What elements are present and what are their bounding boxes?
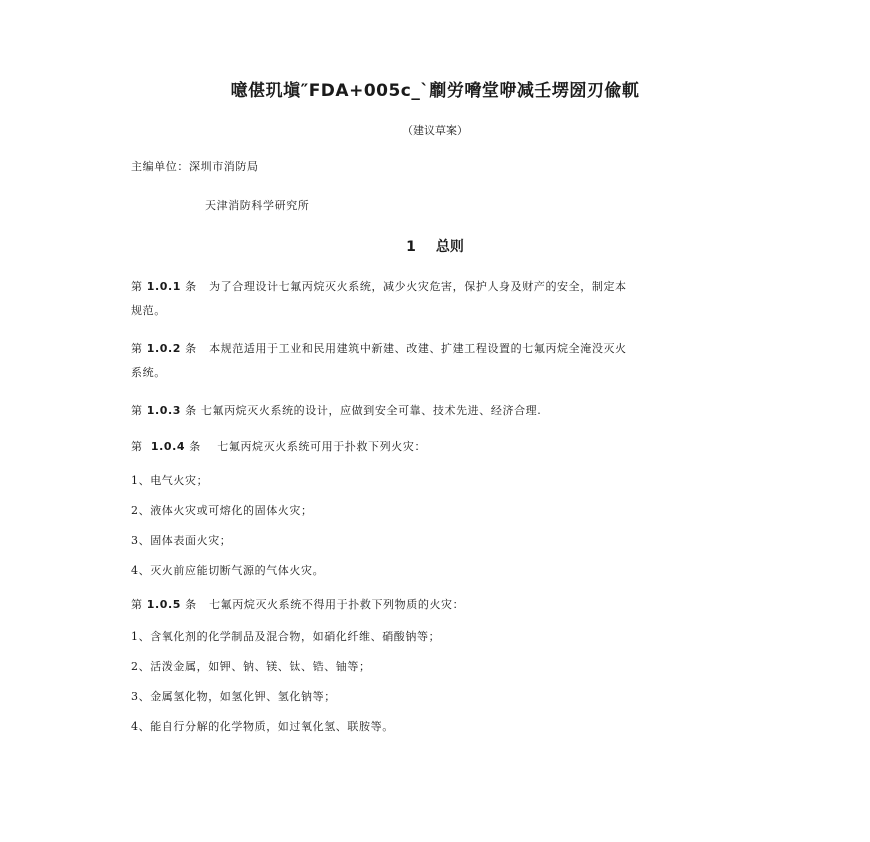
document-subtitle: （建议草案） bbox=[402, 124, 468, 137]
list-item: 1、含氧化剂的化学制品及混合物，如硝化纤维、硝酸钠等； bbox=[131, 630, 441, 643]
article-suffix: 条 bbox=[189, 440, 201, 453]
article-text: 七氟丙烷灭火系统可用于扑救下列火灾： bbox=[217, 440, 427, 453]
article-1-0-2-line-1 bbox=[131, 340, 627, 356]
article-1-0-4 bbox=[131, 438, 426, 454]
article-suffix: 条 bbox=[185, 598, 197, 611]
list-item: 3、固体表面火灾； bbox=[131, 534, 232, 547]
list-item: 1、电气火灾； bbox=[131, 474, 209, 487]
list-item: 3、金属氢化物，如氢化钾、氢化钠等； bbox=[131, 690, 336, 703]
article-prefix: 第 bbox=[131, 342, 143, 355]
list-item: 4、灭火前应能切断气源的气体火灾。 bbox=[131, 564, 325, 577]
article-number: 1.0.4 bbox=[150, 440, 186, 453]
editor-unit: 主编单位：深圳市消防局 bbox=[131, 160, 259, 173]
document-title: 噫偡玑塡″FDA+005c_ˋ劘労嗋堂咿减壬塄圀刃偸軏 bbox=[230, 81, 640, 101]
article-1-0-2-line-2: 系统。 bbox=[131, 366, 166, 379]
article-suffix: 条 bbox=[185, 280, 197, 293]
article-suffix: 条 bbox=[185, 404, 197, 417]
article-number: 1.0.2 bbox=[146, 342, 182, 355]
article-number: 1.0.5 bbox=[146, 598, 182, 611]
article-number: 1.0.3 bbox=[146, 404, 182, 417]
article-prefix: 第 bbox=[131, 280, 143, 293]
article-text: 本规范适用于工业和民用建筑中新建、改建、扩建工程设置的七氟丙烷全淹没灭火 bbox=[209, 342, 627, 355]
article-prefix: 第 bbox=[131, 440, 143, 453]
article-suffix: 条 bbox=[185, 342, 197, 355]
article-text: 为了合理设计七氟丙烷灭火系统，减少火灾危害，保护人身及财产的安全，制定本 bbox=[209, 280, 627, 293]
section-heading bbox=[0, 236, 870, 256]
list-item: 2、活泼金属，如钾、钠、镁、钛、锆、铀等； bbox=[131, 660, 371, 673]
article-number: 1.0.1 bbox=[146, 280, 182, 293]
section-number: 1 bbox=[406, 239, 416, 255]
article-1-0-5 bbox=[131, 596, 464, 612]
list-item: 2、液体火灾或可熔化的固体火灾； bbox=[131, 504, 313, 517]
article-text: 七氟丙烷灭火系统不得用于扑救下列物质的火灾： bbox=[209, 598, 465, 611]
article-1-0-3 bbox=[131, 402, 541, 418]
article-1-0-1-line-2: 规范。 bbox=[131, 304, 166, 317]
section-title: 总则 bbox=[435, 239, 464, 255]
article-prefix: 第 bbox=[131, 598, 143, 611]
article-1-0-1-line-1 bbox=[131, 278, 627, 294]
co-editor-unit: 天津消防科学研究所 bbox=[205, 199, 310, 212]
list-item: 4、能自行分解的化学物质，如过氧化氢、联胺等。 bbox=[131, 720, 394, 733]
article-text: 七氟丙烷灭火系统的设计，应做到安全可靠、技术先进、经济合理. bbox=[200, 404, 542, 417]
article-prefix: 第 bbox=[131, 404, 143, 417]
